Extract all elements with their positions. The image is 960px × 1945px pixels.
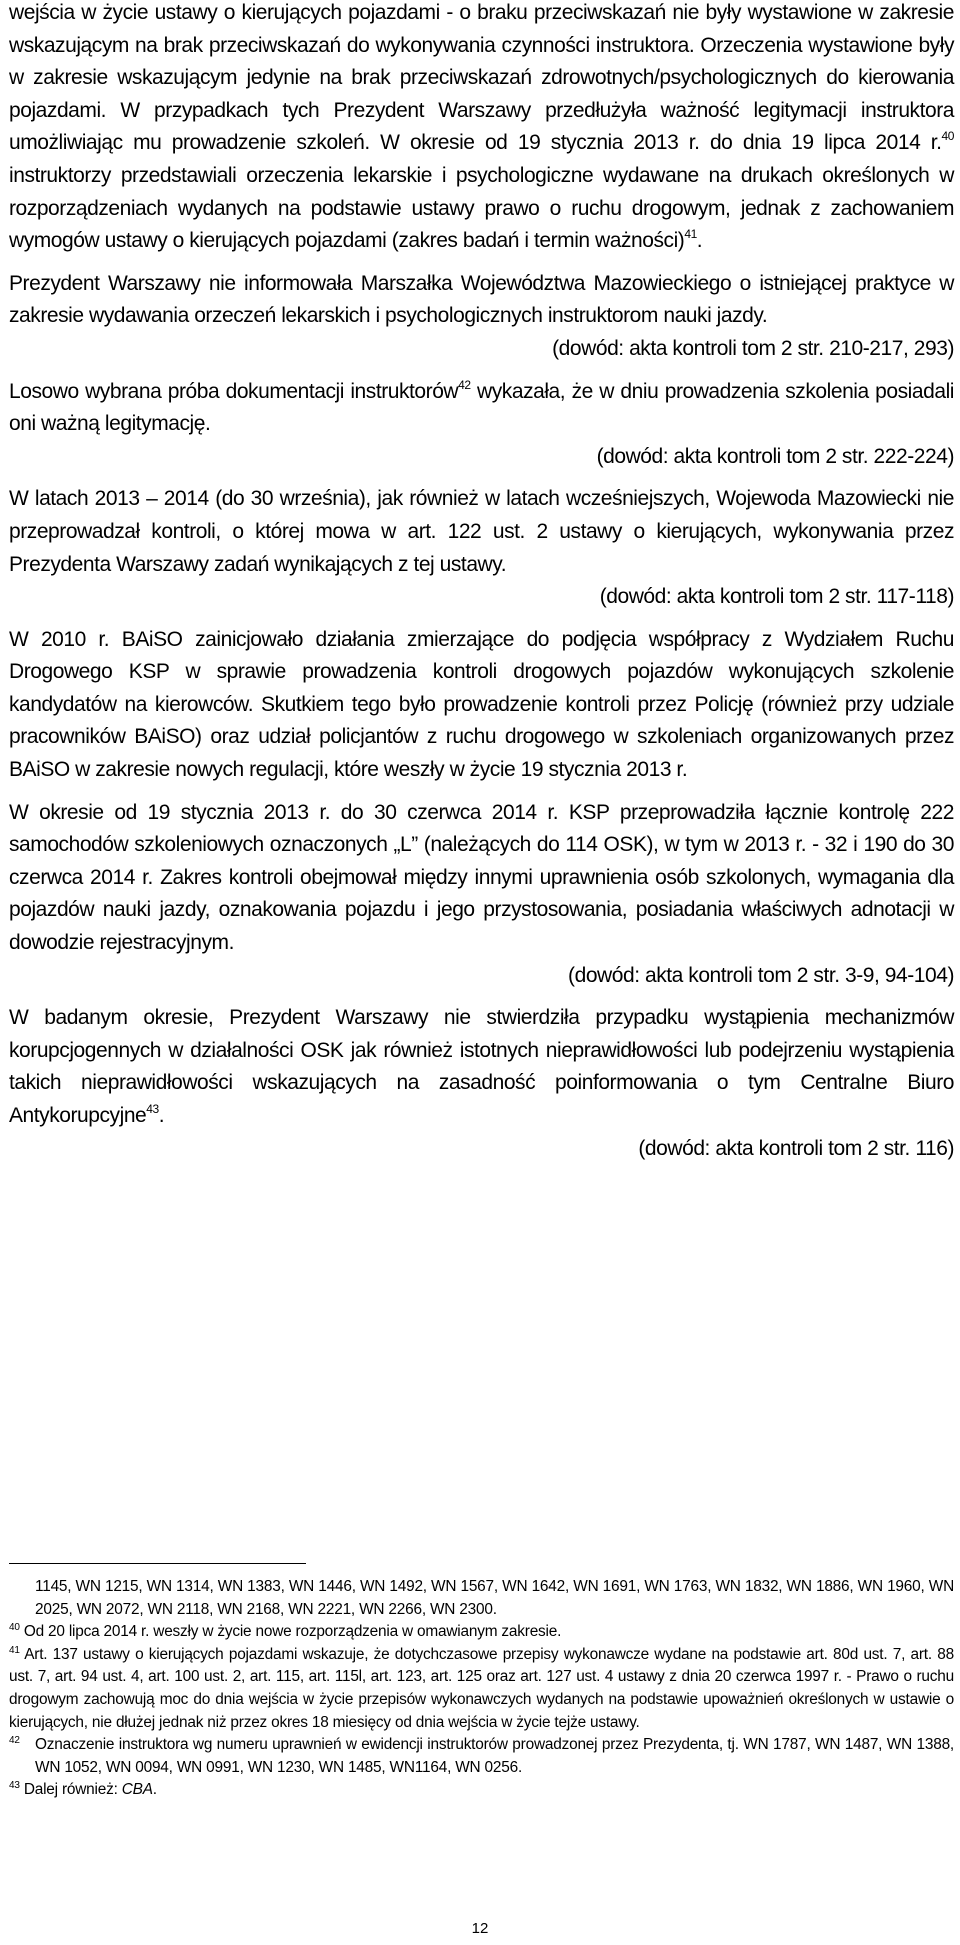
paragraph-text: W badanym okresie, Prezydent Warszawy nie stwierdziła przypadku wystąpienia mechanizmów korupcjogennych w działalności OSK jak również istotnych nieprawidłowości lub podejrzeniu wystąpienia takich nieprawidłowości wskazujących na zasadność poinformowania o tym Centralne Biuro Antykorupcyjne	[9, 1006, 954, 1127]
evidence-citation: (dowód: akta kontroli tom 2 str. 116)	[638, 1136, 954, 1160]
footnote-41-text: Art. 137 ustawy o kierujących pojazdami wskazuje, że dotychczasowe przepisy wykonawcze wydane na podstawie art. 80d ust. 7, art. 88 ust. 7, art. 94 ust. 4, art. 100 ust. 2, art. 115, art. 115l, art. 123, art. 125 oraz art. 127 ust. 4 ustawy z dnia 20 czerwca 1997 r. - Prawo o ruchu drogowym zachowują moc do dnia wejścia w życie przepisów wykonawczych wydanych na podstawie upoważnień określonych w ustawie o kierujących, nie dłużej jednak niż przez okres 18 miesięcy od dnia wejścia w życie tejże ustawy.	[9, 1645, 954, 1731]
body-paragraph	[9, 624, 954, 787]
footnote-reference[interactable]: 40	[941, 129, 954, 144]
footnote-43	[9, 1779, 954, 1802]
paragraph-text: Prezydent Warszawy nie informowała Marszałka Województwa Mazowieckiego o istniejącej praktyce w zakresie wydawania orzeczeń lekarskich i psychologicznych instruktorom nauki jazdy.	[9, 271, 954, 328]
footnote-42	[9, 1734, 954, 1779]
body-paragraph	[9, 268, 954, 333]
footnote-43-prefix: Dalej również:	[23, 1781, 122, 1799]
paragraph-text: W 2010 r. BAiSO zainicjowało działania zmierzające do podjęcia współpracy z Wydziałem Ruchu Drogowego KSP w sprawie prowadzenia kontroli drogowych pojazdów wykonujących szkolenie kandydatów na kierowców. Skutkiem tego było prowadzenie kontroli przez Policję (również przy udziale pracowników BAiSO) oraz udział policjantów z ruchu drogowego w szkoleniach organizowanych przez BAiSO w zakresie nowych regulacji, które weszły w życie 19 stycznia 2013 r.	[9, 627, 954, 782]
footnote-41-number: 41	[9, 1644, 20, 1656]
page-number: 12	[471, 1920, 489, 1937]
footnote-40-number: 40	[9, 1622, 20, 1634]
paragraph-text: wejścia w życie ustawy o kierujących pojazdami - o braku przeciwskazań nie były wystawione w zakresie wskazującym na brak przeciwskazań do wykonywania czynności instruktora. Orzeczenia wystawione były w zakresie wskazującym jedynie na brak przeciwskazań zdrowotnych/psychologicznych do kierowania pojazdami. W przypadkach tych Prezydent Warszawy przedłużyła ważność legitymacji instruktora umożliwiając mu prowadzenie szkoleń. W okresie od 19 stycznia 2013 r. do dnia 19 lipca 2014 r.	[9, 1, 954, 155]
paragraph-text: Losowo wybrana próba dokumentacji instruktorów	[9, 379, 459, 403]
footnote-reference[interactable]: 41	[684, 227, 697, 242]
footnotes	[9, 1576, 954, 1802]
paragraph-text: .	[158, 1104, 165, 1127]
paragraph-text: instruktorzy przedstawiali orzeczenia lekarskie i psychologiczne wydawane na drukach określonych w rozporządzeniach wydanych na podstawie ustawy prawo o ruchu drogowym, jednak z zachowaniem wymogów ustawy o kierujących pojazdami (zakres badań i termin ważności)	[9, 163, 954, 253]
footnote-43-number: 43	[9, 1780, 20, 1792]
footnote-reference[interactable]: 43	[146, 1102, 159, 1116]
paragraph-text: wykazała, że w dniu prowadzenia szkolenia posiadali oni ważną legitymację.	[9, 379, 954, 436]
body-paragraph	[9, 483, 954, 581]
footnote-40	[9, 1621, 954, 1644]
main-text	[9, 0, 954, 1165]
footnote-separator	[9, 1563, 306, 1564]
paragraph-text: .	[696, 229, 703, 253]
body-paragraph	[9, 0, 954, 258]
evidence-citation: (dowód: akta kontroli tom 2 str. 222-224)	[596, 444, 954, 468]
footnote-41	[9, 1644, 954, 1734]
body-paragraph	[9, 797, 954, 960]
evidence-citation: (dowód: akta kontroli tom 2 str. 117-118)	[599, 585, 954, 609]
footnote-reference[interactable]: 42	[458, 377, 471, 392]
footnote-42-text: Oznaczenie instruktora wg numeru uprawnień w ewidencji instruktorów prowadzonej przez Prezydenta, tj. WN 1787, WN 1487, WN 1388, WN 1052, WN 0094, WN 0991, WN 1230, WN 1485, WN1164, WN 0256.	[35, 1736, 954, 1776]
footnote-42-number: 42	[9, 1735, 20, 1747]
footnote-43-italic: CBA	[121, 1781, 153, 1799]
evidence-citation: (dowód: akta kontroli tom 2 str. 210-217, 293)	[552, 336, 954, 360]
paragraph-text: W latach 2013 – 2014 (do 30 września), jak również w latach wcześniejszych, Wojewoda Mazowiecki nie przeprowadzał kontroli, o której mowa w art. 122 ust. 2 ustawy o kierujących, wykonywania przez Prezydenta Warszawy zadań wynikających z tej ustawy.	[9, 487, 954, 576]
evidence-citation: (dowód: akta kontroli tom 2 str. 3-9, 94-104)	[568, 963, 954, 987]
body-paragraph	[9, 1002, 954, 1132]
body-paragraph	[9, 376, 954, 441]
footnote-43-suffix: .	[152, 1781, 157, 1799]
footnote-continuation: 1145, WN 1215, WN 1314, WN 1383, WN 1446, WN 1492, WN 1567, WN 1642, WN 1691, WN 1763, WN 1832, WN 1886, WN 1960, WN 2025, WN 2072, WN 2118, WN 2168, WN 2221, WN 2266, WN 2300.	[35, 1578, 954, 1618]
paragraph-text: W okresie od 19 stycznia 2013 r. do 30 czerwca 2014 r. KSP przeprowadziła łącznie kontrolę 222 samochodów szkoleniowych oznaczonych „L” (należących do 114 OSK), w tym w 2013 r. - 32 i 190 do 30 czerwca 2014 r. Zakres kontroli obejmował między innymi uprawnienia osób szkolonych, wymagania dla pojazdów nauki jazdy, oznakowania pojazdu i jego przystosowania, posiadania właściwych adnotacji w dowodzie rejestracyjnym.	[9, 800, 954, 955]
footnote-40-text: Od 20 lipca 2014 r. weszły w życie nowe rozporządzenia w omawianym zakresie.	[23, 1623, 562, 1641]
